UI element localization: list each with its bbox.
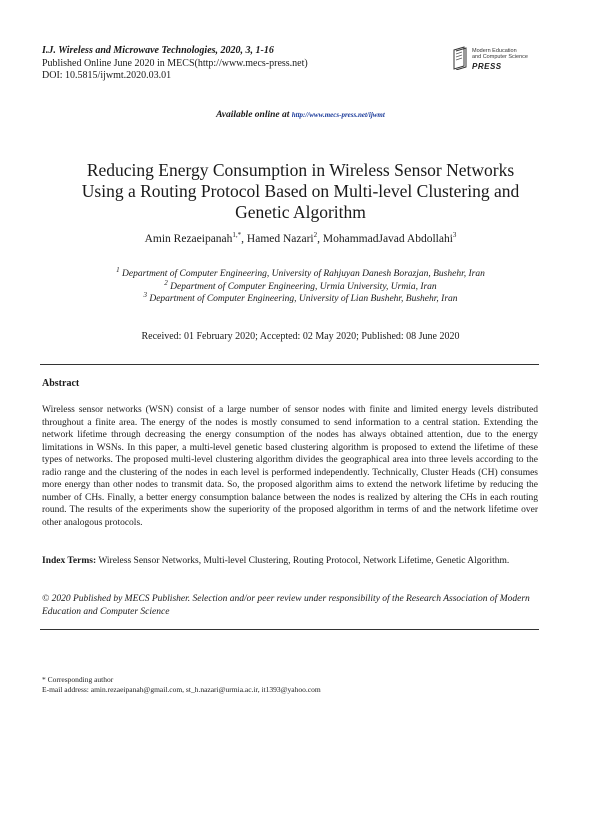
journal-header [42,45,308,83]
logo-press: PRESS [472,62,502,71]
copyright-notice: © 2020 Published by MECS Publisher. Selection and/or peer review under responsibility of the Research Association of Modern Education and Computer Science [42,594,530,617]
author-1: Amin Rezaeipanah [144,233,233,245]
logo-text [472,48,528,60]
title-line-2: Using a Routing Protocol Based on Multi-level Clustering and [81,181,520,201]
paper-title [60,160,541,223]
author-2-sup: 2 [313,231,318,240]
top-divider [40,364,539,365]
journal-issue: 2020, 3, 1-16 [218,45,274,56]
logo-line1: Modern Education [472,48,517,54]
index-label: Index Terms: [42,556,97,566]
affil-2-text: Department of Computer Engineering, Urmia University, Urmia, Iran [167,281,437,292]
available-online [0,110,601,120]
abstract-body: Wireless sensor networks (WSN) consist of a large number of sensor nodes with finite and limited energy levels distributed throughout a finite area. The energy of the nodes is mostly consumed to send information to a central station. Extending the network lifetime through decreasing the energy consumption of the nodes has always obtained attention, due to the energy limitations in WSNs. In this paper, a multi-level genetic based clustering algorithm is proposed to extend the lifetime of these types of networks. The proposed multi-level clustering algorithm divides the geographical area into three levels according to the radio range and the clustering of the nodes in each level is performed independently. Technically, Cluster Heads (CH) consumes more energy than other nodes to transmit data. So, the proposed algorithm aims to extend the network lifetime by reducing the number of CHs. Finally, a better energy consumption balance between the nodes is realized by altering the CHs in each routing round. The results of the experiments show the superiority of the proposed algorithm in terms of and the network lifetime over other analogous protocols. [42,405,538,528]
affiliation-3 [0,290,601,306]
index-terms-text: Wireless Sensor Networks, Multi-level Clustering, Routing Protocol, Network Lifetime, Genetic Algorithm. [96,556,510,566]
affiliation-2 [0,278,601,294]
affil-1-text: Department of Computer Engineering, University of Rahjuyan Danesh Borazjan, Bushehr, Iran [119,269,485,279]
abstract-heading: Abstract [42,378,80,389]
affil-2-sup: 2 [164,278,168,287]
author-2: , Hamed Nazari [241,233,314,245]
affiliation-1 [0,265,601,281]
doi: DOI: 10.5815/ijwmt.2020.03.01 [42,70,172,81]
authors [0,233,601,245]
corresponding-author: * Corresponding author [42,675,114,684]
footnote [42,675,321,695]
received-dates: Received: 01 February 2020; Accepted: 02 May 2020; Published: 08 June 2020 [141,331,460,342]
title-line-1: Reducing Energy Consumption in Wireless Sensor Networks [86,160,515,180]
journal-name: I.J. Wireless and Microwave Technologies, [42,45,219,56]
available-label: Available online at [216,110,292,120]
author-3: , MohammadJavad Abdollahi [317,233,453,245]
email-addresses: E-mail address: amin.rezaeipanah@gmail.com, st_h.nazari@urmia.ac.ir, it1393@yahoo.com [42,685,321,694]
index-terms [42,555,538,568]
logo-line2: and Computer Science [472,54,528,60]
author-3-sup: 3 [452,231,457,240]
journal-link[interactable]: http://www.mecs-press.net/ijwmt [291,111,385,119]
author-1-sup: 1,* [232,231,242,240]
affil-3-text: Department of Computer Engineering, University of Lian Bushehr, Bushehr, Iran [146,294,458,304]
publisher-logo [452,40,552,82]
affil-3-sup: 3 [143,290,147,299]
title-line-3: Genetic Algorithm [235,202,366,222]
published-online: Published Online June 2020 in MECS(http://www.mecs-press.net) [42,57,308,69]
affiliations [0,265,601,306]
bottom-divider [40,629,539,630]
affil-1-sup: 1 [116,265,120,274]
book-icon [452,46,468,70]
